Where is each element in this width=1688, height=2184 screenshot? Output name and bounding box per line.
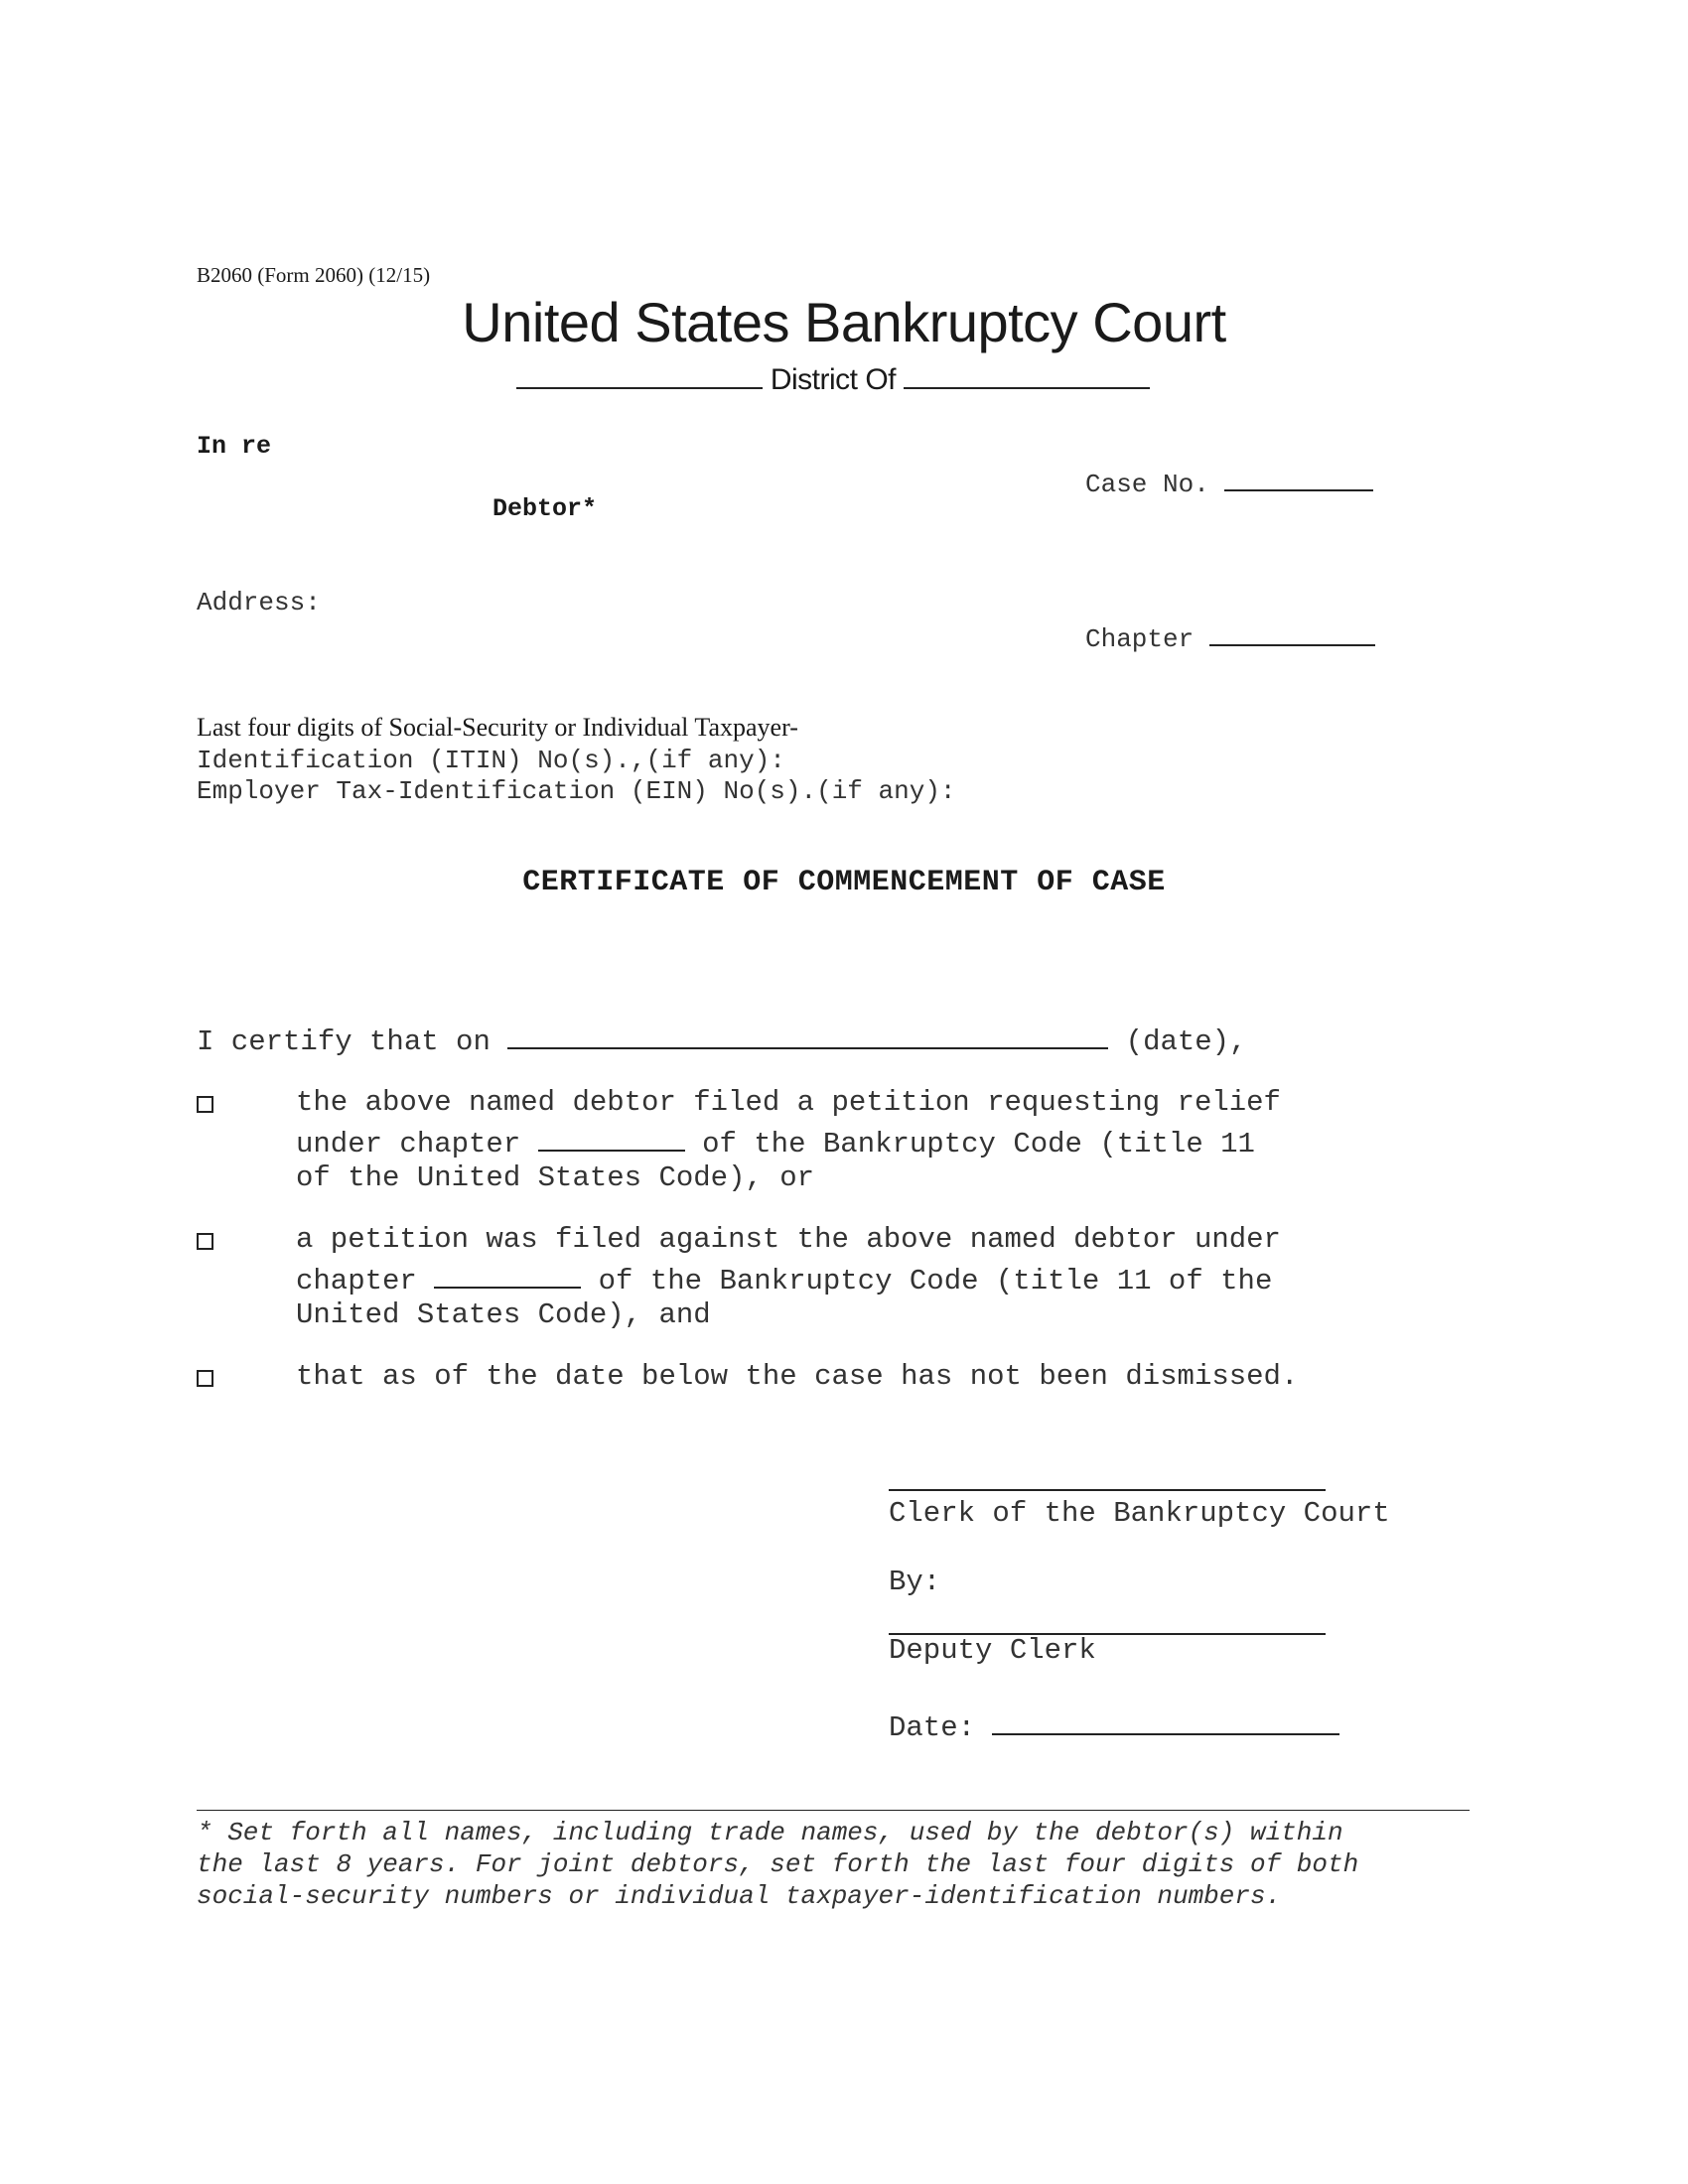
option2-chapter-blank[interactable] (434, 1258, 581, 1289)
district-blank-right[interactable] (904, 357, 1150, 389)
footnote-line3: social-security numbers or individual taxpayer-identification numbers. (197, 1881, 1282, 1911)
certificate-title: CERTIFICATE OF COMMENCEMENT OF CASE (522, 866, 1166, 899)
footnote-line2: the last 8 years. For joint debtors, set forth the last four digits of both (197, 1849, 1359, 1879)
date-blank[interactable] (507, 1019, 1108, 1049)
district-blank-left[interactable] (516, 357, 763, 389)
court-title: United States Bankruptcy Court (462, 291, 1226, 353)
footnote-divider (197, 1810, 1470, 1811)
date-field (889, 1705, 1339, 1744)
footnote (197, 1817, 1358, 1912)
case-no-label: Case No. (1085, 470, 1209, 499)
clerk-label: Clerk of the Bankruptcy Court (889, 1497, 1390, 1530)
date-label: Date: (889, 1711, 976, 1744)
signature-date-blank[interactable] (992, 1705, 1339, 1735)
certify-line (197, 1019, 1247, 1058)
option1-chapter-blank[interactable] (538, 1121, 685, 1152)
option2-line3: United States Code), and (296, 1298, 711, 1331)
certify-prefix: I certify that on (197, 1025, 491, 1058)
ssn-line1: Last four digits of Social-Security or Individual Taxpayer- (197, 713, 798, 742)
option2-checkbox[interactable] (197, 1233, 213, 1250)
by-label: By: (889, 1566, 941, 1598)
option1-line2-pre: under chapter (296, 1127, 521, 1160)
chapter-blank[interactable] (1209, 618, 1375, 646)
option3-checkbox[interactable] (197, 1370, 213, 1387)
option2-line2-pre: chapter (296, 1264, 417, 1297)
option3-text: that as of the date below the case has not been dismissed. (296, 1360, 1299, 1393)
option2-line2-post: of the Bankruptcy Code (title 11 of the (598, 1264, 1273, 1297)
ein-line: Employer Tax-Identification (EIN) No(s).(if any): (197, 776, 956, 806)
address-label: Address: (197, 588, 321, 617)
certify-suffix: (date), (1125, 1025, 1247, 1058)
debtor-label: Debtor* (492, 494, 598, 523)
footnote-line1: * Set forth all names, including trade names, used by the debtor(s) within (197, 1818, 1343, 1847)
option2-line1: a petition was filed against the above named debtor under (296, 1223, 1281, 1256)
option1-line1: the above named debtor filed a petition requesting relief (296, 1086, 1281, 1119)
case-no-blank[interactable] (1224, 464, 1373, 491)
option1-line3: of the United States Code), or (296, 1161, 815, 1194)
case-no-field (1085, 464, 1373, 499)
form-id: B2060 (Form 2060) (12/15) (197, 263, 431, 287)
option1-line2-post: of the Bankruptcy Code (title 11 (702, 1127, 1255, 1160)
clerk-signature-line[interactable] (889, 1489, 1326, 1491)
chapter-field (1085, 618, 1375, 654)
option1-text (296, 1086, 1281, 1196)
chapter-label: Chapter (1085, 624, 1195, 654)
option1-checkbox[interactable] (197, 1096, 213, 1113)
deputy-label: Deputy Clerk (889, 1634, 1096, 1667)
ssn-line2: Identification (ITIN) No(s).,(if any): (197, 746, 785, 775)
option2-text (296, 1223, 1281, 1333)
district-label: District Of (770, 363, 897, 396)
in-re-label: In re (197, 432, 272, 461)
district-line (516, 357, 1150, 397)
